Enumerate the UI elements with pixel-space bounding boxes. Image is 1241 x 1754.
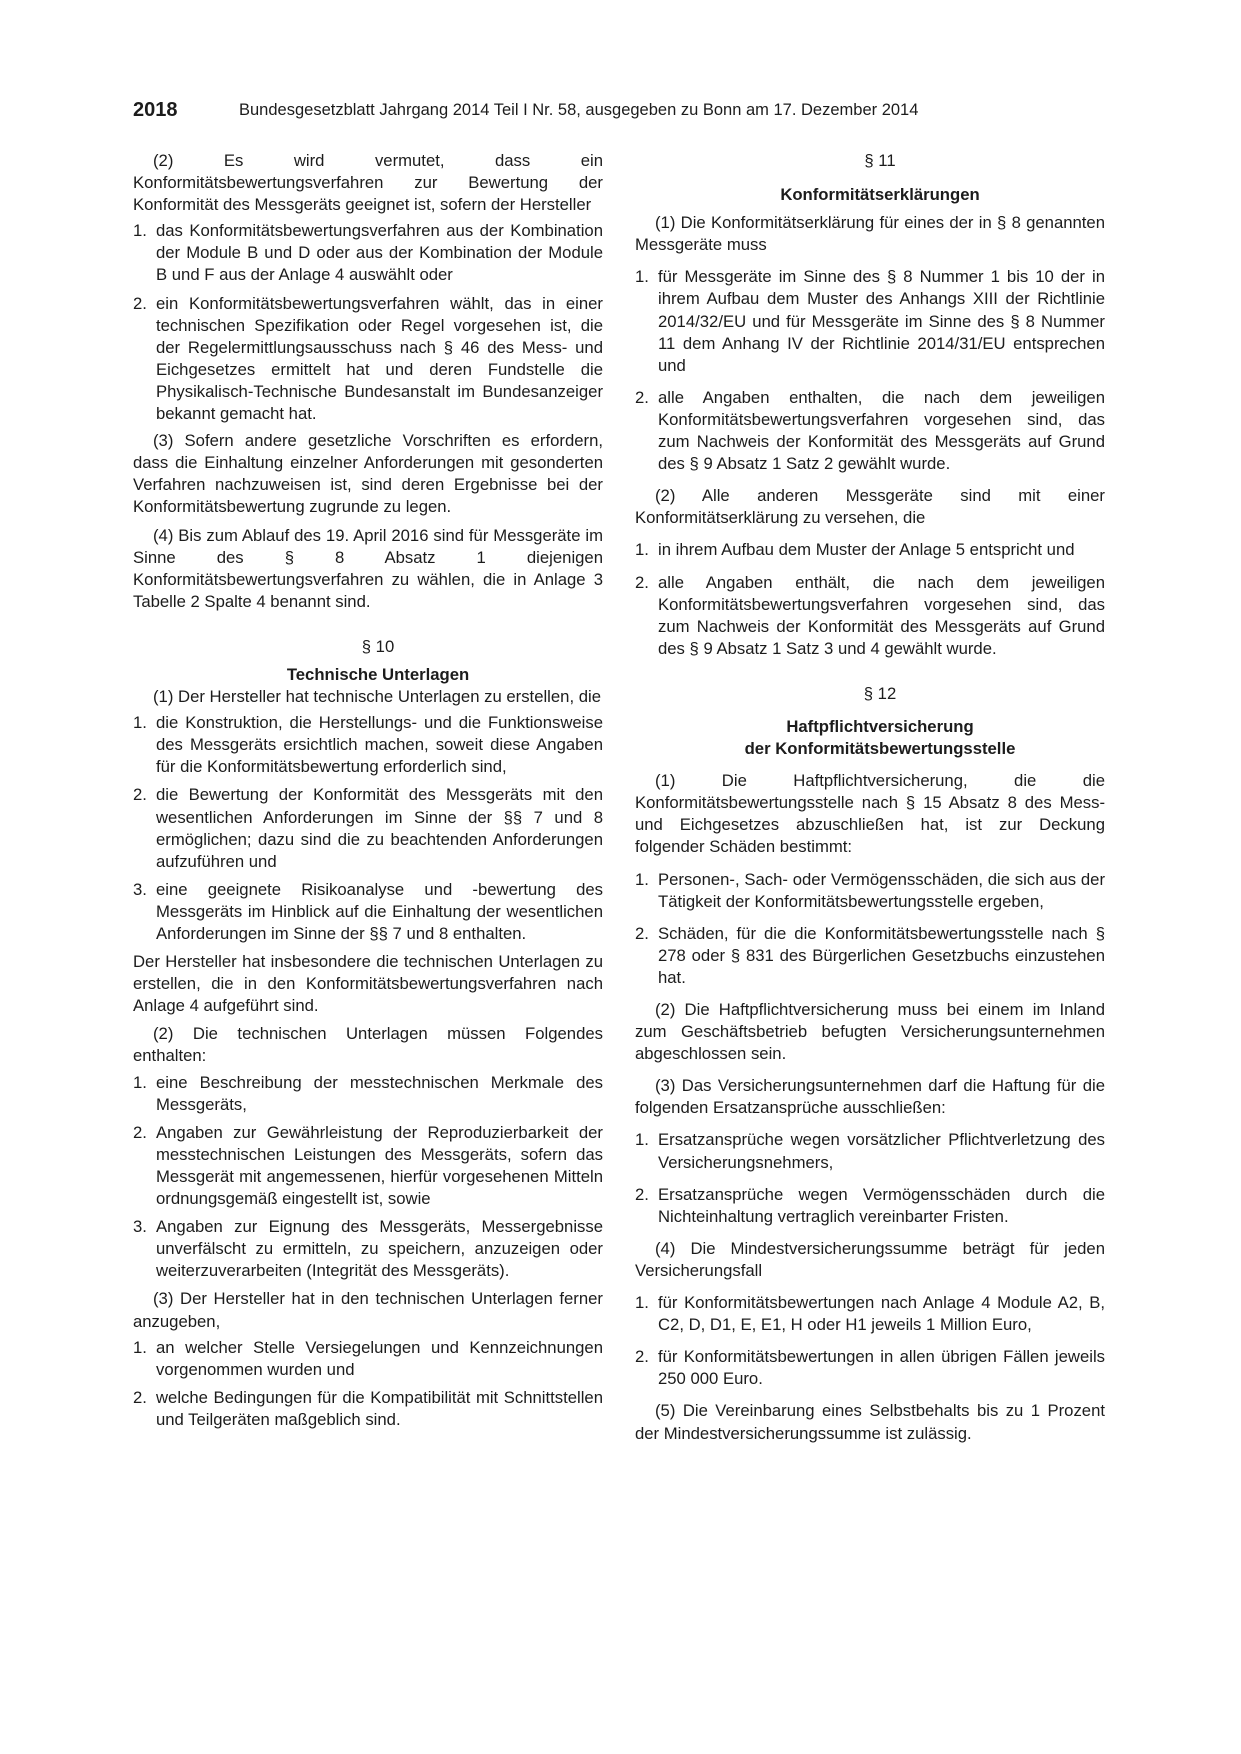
running-title: Bundesgesetzblatt Jahrgang 2014 Teil I Nr. 58, ausgegeben zu Bonn am 17. Dezember 2014: [239, 101, 919, 119]
list-item: [635, 1184, 1105, 1228]
paragraph-11-1: (1) Die Konformitätserklärung für eines der in § 8 genannten Messgeräte muss: [635, 213, 1105, 255]
list-9-2: [133, 220, 603, 425]
list-number: 2.: [635, 1184, 649, 1204]
list-text: für Konformitätsbewertungen nach Anlage 4 Module A2, B, C2, D, D1, E, E1, H oder H1 jeweils 1 Million Euro,: [658, 1293, 1105, 1335]
list-item: [133, 220, 603, 286]
left-column: [133, 150, 603, 1431]
list-item: [635, 1346, 1105, 1390]
list-number: 3.: [133, 879, 147, 899]
list-item: [635, 572, 1105, 660]
list-item: [635, 923, 1105, 989]
section-12-number: § 12: [863, 683, 897, 703]
paragraph-12-3: (3) Das Versicherungsunternehmen darf die Haftung für die folgenden Ersatzansprüche ausschließen:: [635, 1076, 1105, 1118]
list-number: 2.: [133, 1122, 147, 1142]
section-12-title-line1: Haftpflichtversicherung: [786, 716, 974, 736]
list-text: eine Beschreibung der messtechnischen Merkmale des Messgeräts,: [156, 1072, 603, 1114]
list-text: alle Angaben enthält, die nach dem jeweiligen Konformitätsbewertungsverfahren vorgesehen sind, das zum Nachweis der Konformität des Messgeräts auf Grund des § 9 Absatz 1 Satz 3 und 4 gewählt wurde.: [658, 572, 1105, 658]
list-text: an welcher Stelle Versiegelungen und Kennzeichnungen vorgenommen wurden und: [156, 1337, 603, 1379]
list-text: welche Bedingungen für die Kompatibilität mit Schnittstellen und Teilgeräten maßgeblich sind.: [156, 1387, 603, 1429]
list-item: [635, 539, 1105, 561]
list-item: [133, 1072, 603, 1116]
list-item: [635, 1129, 1105, 1173]
section-12-title-line2: der Konformitätsbewertungsstelle: [744, 739, 1016, 759]
paragraph-12-4: (4) Die Mindestversicherungssumme beträgt für jeden Versicherungsfall: [635, 1238, 1105, 1280]
list-text: die Konstruktion, die Herstellungs- und die Funktionsweise des Messgeräts ersichtlich machen, soweit diese Angaben für die Konformitätsbewertung erforderlich sind,: [156, 713, 603, 777]
list-text: die Bewertung der Konformität des Messgeräts mit den wesentlichen Anforderungen im Sinne der §§ 7 und 8 ermöglichen; dazu sind die zu beachtenden Anforderungen aufzuführen und: [156, 785, 603, 871]
paragraph-12-2: (2) Die Haftpflichtversicherung muss bei einem im Inland zum Geschäftsbetrieb befugten Versicherungsunternehmen abgeschlossen sein.: [635, 1000, 1105, 1064]
paragraph-10-3: (3) Der Hersteller hat in den technischen Unterlagen ferner anzugeben,: [133, 1289, 603, 1331]
list-number: 2.: [635, 572, 649, 592]
list-item: [133, 879, 603, 945]
list-text: Angaben zur Eignung des Messgeräts, Messergebnisse unverfälscht zu ermitteln, zu speichern, anzuzeigen oder weiterzuverarbeiten (Integrität des Messgeräts).: [156, 1217, 603, 1281]
list-item: [635, 869, 1105, 913]
list-item: [133, 293, 603, 426]
list-10-1: [133, 712, 603, 945]
paragraph-9-4: (4) Bis zum Ablauf des 19. April 2016 sind für Messgeräte im Sinne des § 8 Absatz 1 diejenigen Konformitätsbewertungsverfahren zu wählen, die in Anlage 3 Tabelle 2 Spalte 4 benannt sind.: [133, 525, 603, 611]
list-number: 2.: [635, 1347, 649, 1367]
list-11-1: [635, 266, 1105, 475]
list-number: 1.: [635, 1293, 649, 1313]
list-number: 1.: [635, 540, 649, 560]
list-item: [133, 1337, 603, 1381]
list-number: 3.: [133, 1217, 147, 1237]
paragraph-10-1-tail: Der Hersteller hat insbesondere die technischen Unterlagen zu erstellen, die in den Konformitätsbewertungsverfahren nach Anlage 4 aufgeführt sind.: [133, 952, 603, 1016]
list-number: 1.: [635, 267, 649, 287]
list-text: für Messgeräte im Sinne des § 8 Nummer 1 bis 10 der in ihrem Aufbau dem Muster des Anhangs XIII der Richtlinie 2014/32/EU und für Messgeräte im Sinne des § 8 Nummer 11 dem Anhang IV der Richtlinie 2014/31/EU entsprechen und: [658, 267, 1105, 375]
list-text: ein Konformitätsbewertungsverfahren wählt, das in einer technischen Spezifikation oder Regel vorgesehen ist, die der Regelermittlungsausschuss nach § 46 des Mess- und Eichgesetzes ermittelt hat und deren Fundstelle die Physikalisch-Technische Bundesanstalt im Bundesanzeiger bekannt gemacht hat.: [156, 293, 603, 424]
list-number: 1.: [635, 1130, 649, 1150]
list-text: Angaben zur Gewährleistung der Reproduzierbarkeit der messtechnischen Leistungen des Messgeräts, sofern das Messgerät mit angemessenen, hierfür vorgesehenen Mitteln ordnungsgemäß eingestellt ist, sowie: [156, 1122, 603, 1209]
list-number: 1.: [133, 221, 147, 241]
list-item: [133, 1122, 603, 1210]
list-number: 1.: [133, 1337, 147, 1357]
list-text: das Konformitätsbewertungsverfahren aus der Kombination der Module B und D oder aus der Kombination der Module B und F aus der Anlage 4 auswählt oder: [156, 221, 603, 285]
list-text: für Konformitätsbewertungen in allen übrigen Fällen jeweils 250 000 Euro.: [658, 1347, 1105, 1389]
list-item: [133, 784, 603, 872]
section-11-title: Konformitätserklärungen: [780, 185, 980, 205]
list-10-2: [133, 1072, 603, 1283]
paragraph-9-3: (3) Sofern andere gesetzliche Vorschriften es erfordern, dass die Einhaltung einzelner Anforderungen mit gesonderten Verfahren nachzuweisen ist, sind deren Ergebnisse bei der Konformitätsbewertung zugrunde zu legen.: [133, 431, 603, 517]
paragraph-9-2: (2) Es wird vermutet, dass ein Konformitätsbewertungsverfahren zur Bewertung der Konformität des Messgeräts geeignet ist, sofern der Hersteller: [133, 151, 603, 215]
list-number: 2.: [635, 923, 649, 943]
list-item: [635, 1292, 1105, 1336]
list-12-3: [635, 1129, 1105, 1227]
paragraph-10-2: (2) Die technischen Unterlagen müssen Folgendes enthalten:: [133, 1024, 603, 1066]
list-number: 2.: [133, 293, 147, 313]
list-item: [133, 712, 603, 778]
list-11-2: [635, 539, 1105, 659]
list-text: in ihrem Aufbau dem Muster der Anlage 5 entspricht und: [658, 540, 1075, 560]
list-text: Schäden, für die die Konformitätsbewertungsstelle nach § 278 oder § 831 des Bürgerlichen Gesetzbuchs einzustehen hat.: [658, 923, 1105, 987]
list-text: Personen-, Sach- oder Vermögensschäden, die sich aus der Tätigkeit der Konformitätsbewertungsstelle ergeben,: [658, 869, 1105, 911]
paragraph-12-1: (1) Die Haftpflichtversicherung, die die Konformitätsbewertungsstelle nach § 15 Absatz 8 des Mess- und Eichgesetzes abzuschließen hat, ist zur Deckung folgender Schäden bestimmt:: [635, 771, 1105, 857]
list-number: 2.: [635, 387, 649, 407]
page-header: [133, 99, 1105, 125]
list-number: 2.: [133, 1387, 147, 1407]
section-10-number: § 10: [361, 636, 395, 656]
list-item: [133, 1387, 603, 1431]
list-number: 2.: [133, 785, 147, 805]
list-number: 1.: [133, 713, 147, 733]
list-text: Ersatzansprüche wegen Vermögensschäden durch die Nichteinhaltung vertraglich vereinbarter Fristen.: [658, 1184, 1105, 1226]
paragraph-10-1: (1) Der Hersteller hat technische Unterlagen zu erstellen, die: [153, 687, 601, 707]
right-column: [635, 150, 1105, 1445]
list-10-3: [133, 1337, 603, 1431]
section-11-number: § 11: [864, 151, 896, 170]
paragraph-12-5: (5) Die Vereinbarung eines Selbstbehalts bis zu 1 Prozent der Mindestversicherungssumme ist zulässig.: [635, 1401, 1105, 1443]
list-number: 1.: [635, 869, 649, 889]
list-12-4: [635, 1292, 1105, 1390]
list-12-1: [635, 869, 1105, 989]
list-item: [635, 266, 1105, 376]
list-text: Ersatzansprüche wegen vorsätzlicher Pflichtverletzung des Versicherungsnehmers,: [658, 1130, 1105, 1172]
list-item: [635, 387, 1105, 475]
list-text: alle Angaben enthalten, die nach dem jeweiligen Konformitätsbewertungsverfahren vorgesehen sind, das zum Nachweis der Konformität des Messgeräts auf Grund des § 9 Absatz 1 Satz 2 gewählt wurde.: [658, 387, 1105, 474]
paragraph-11-2: (2) Alle anderen Messgeräte sind mit einer Konformitätserklärung zu versehen, die: [635, 486, 1105, 528]
list-number: 1.: [133, 1072, 147, 1092]
page-number: 2018: [133, 99, 178, 121]
list-item: [133, 1216, 603, 1282]
list-text: eine geeignete Risikoanalyse und -bewertung des Messgeräts im Hinblick auf die Einhaltung der wesentlichen Anforderungen im Sinne der §§ 7 und 8 enthalten.: [156, 879, 603, 943]
section-10-title: Technische Unterlagen: [286, 664, 470, 684]
